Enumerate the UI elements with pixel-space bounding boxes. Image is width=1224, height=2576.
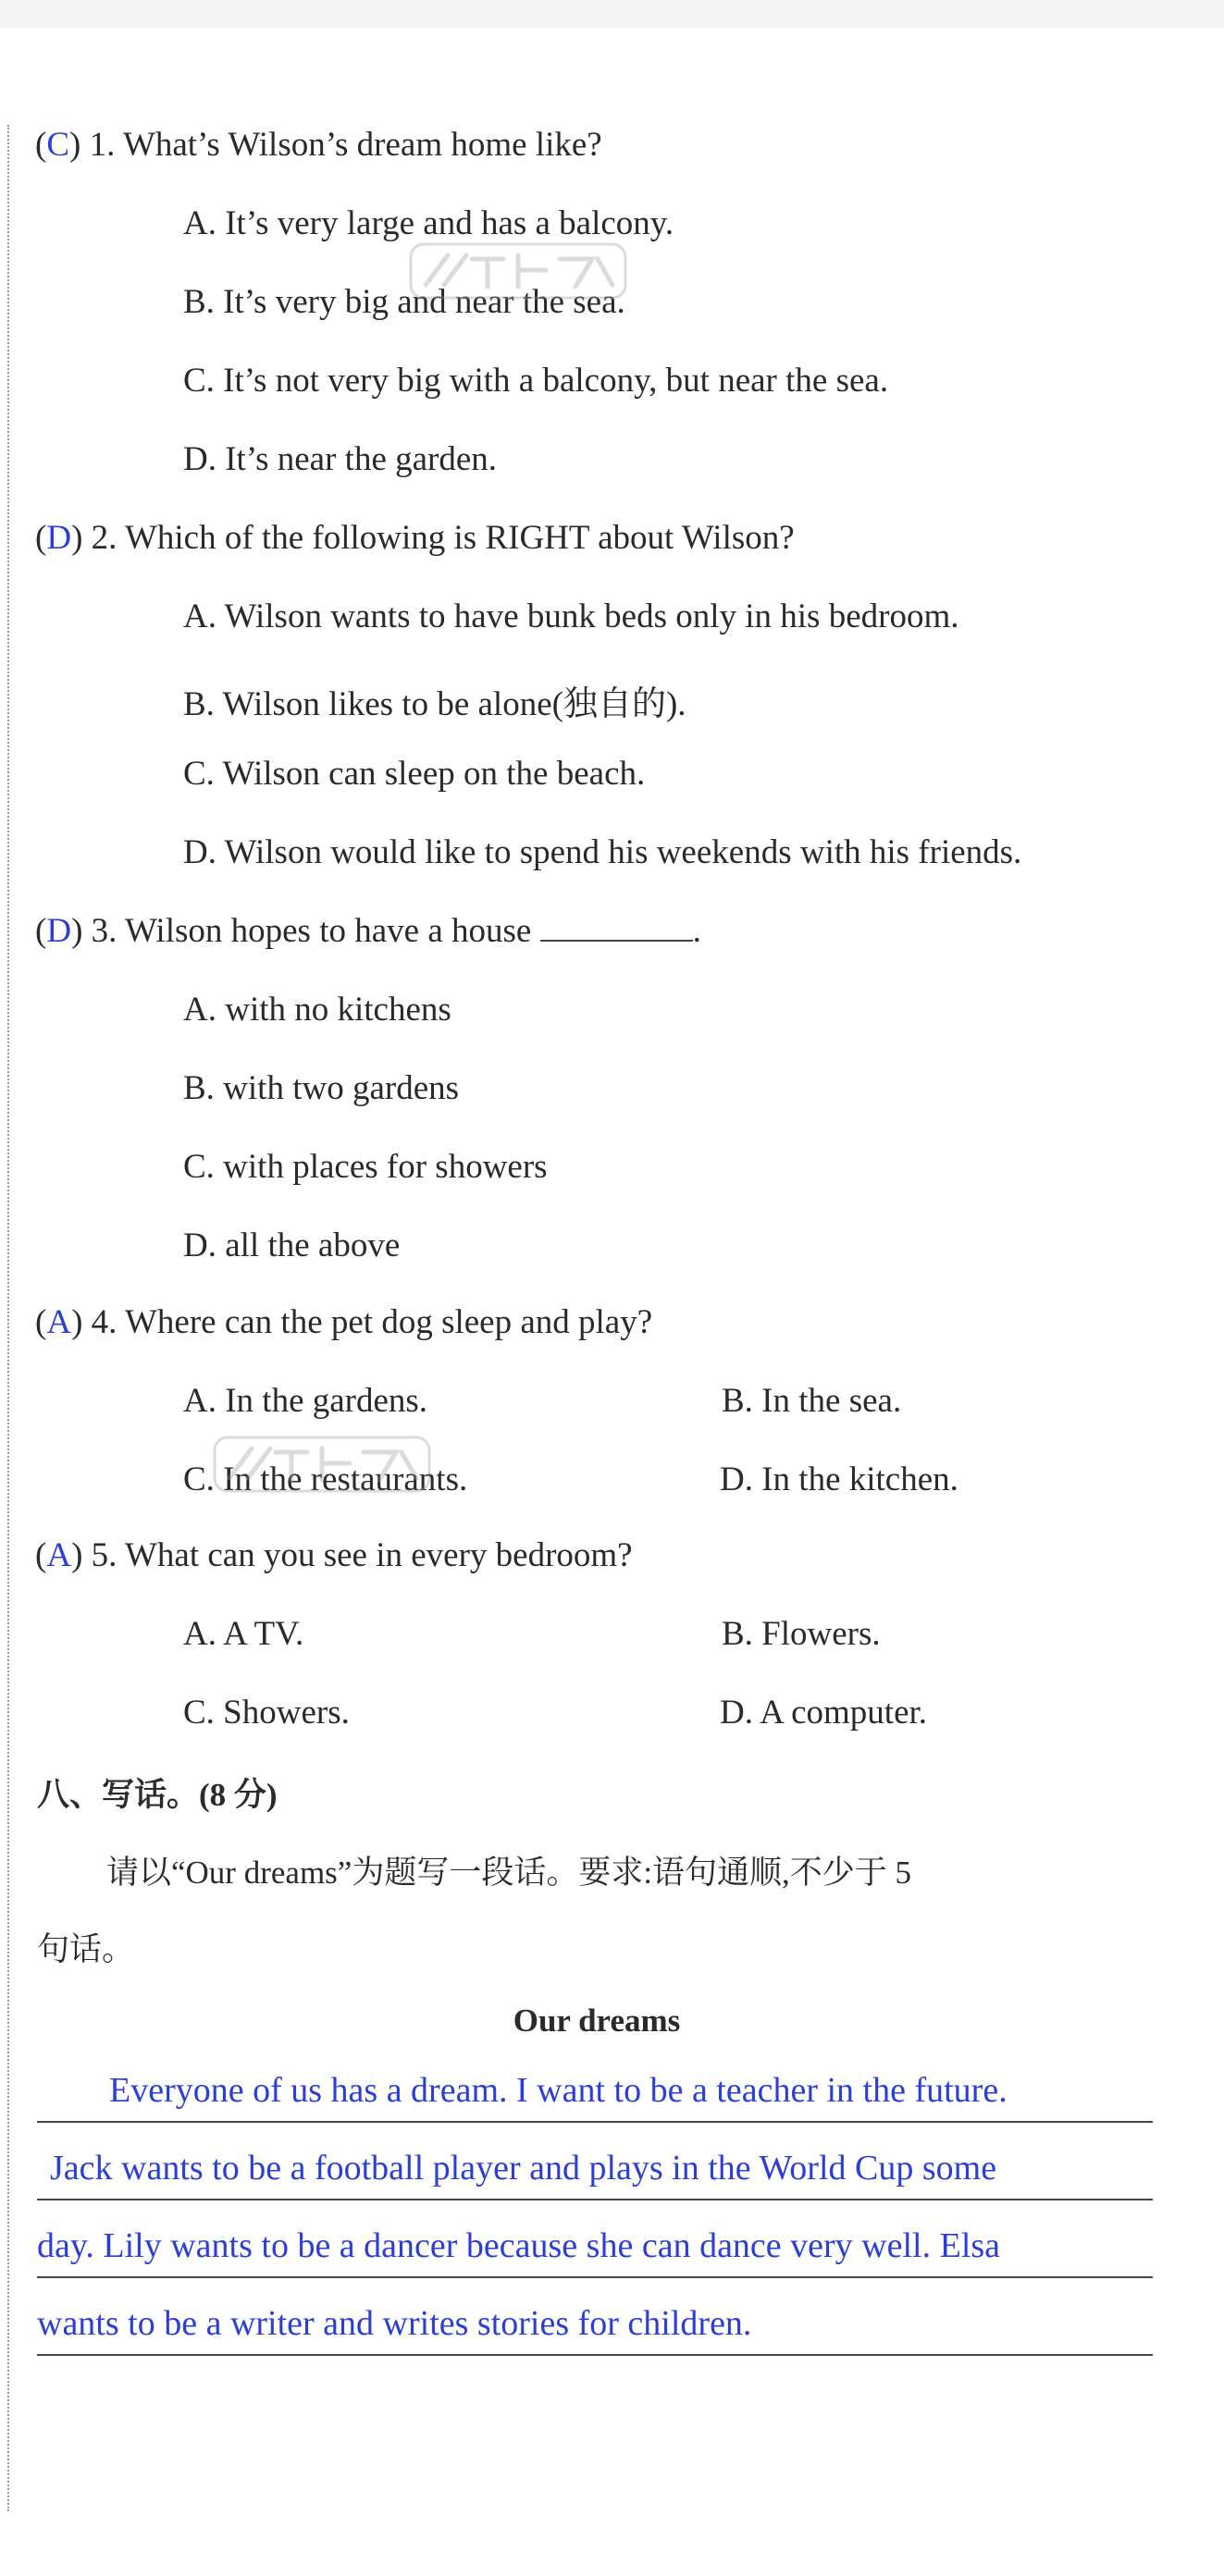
question-stem-end: . <box>692 912 701 950</box>
question-stem: Wilson hopes to have a house <box>124 912 532 950</box>
question-number: 2. <box>91 519 117 557</box>
question-1: (C) 1. What’s Wilson’s dream home like? <box>35 126 602 164</box>
writing-prompt-cont: 句话。 <box>37 1931 135 1967</box>
option: D. all the above <box>183 1226 401 1264</box>
option: B. with two gardens <box>183 1069 460 1107</box>
binding-dotted-line <box>7 125 9 2511</box>
option: D. It’s near the garden. <box>183 440 498 478</box>
option: B. Flowers. <box>722 1615 881 1653</box>
option: B. Wilson likes to be alone(独自的). <box>183 685 686 723</box>
question-stem: What’s Wilson’s dream home like? <box>122 126 602 164</box>
question-number: 3. <box>91 912 117 950</box>
essay-line: Everyone of us has a dream. I want to be a teacher in the future. <box>109 2071 1008 2110</box>
question-number: 5. <box>91 1536 117 1574</box>
answer-letter: A <box>46 1536 72 1574</box>
answer-letter: D <box>46 912 72 950</box>
essay-line: Jack wants to be a football player and plays in the World Cup some <box>50 2149 997 2188</box>
option: C. with places for showers <box>183 1148 548 1186</box>
essay-line: day. Lily wants to be a dancer because she can dance very well. Elsa <box>37 2226 1001 2265</box>
question-stem: What can you see in every bedroom? <box>124 1536 633 1574</box>
option: A. with no kitchens <box>183 991 451 1029</box>
page-top-band <box>0 0 1224 28</box>
essay-line: wants to be a writer and writes stories for children. <box>37 2304 752 2343</box>
essay-title: Our dreams <box>513 2003 681 2039</box>
question-stem: Which of the following is RIGHT about Wilson? <box>124 519 795 557</box>
watermark-logo <box>211 1432 433 1497</box>
option: B. In the sea. <box>722 1382 902 1420</box>
option: A. Wilson wants to have bunk beds only in his bedroom. <box>183 598 959 635</box>
question-3: (D) 3. Wilson hopes to have a house . <box>35 912 701 950</box>
watermark-logo <box>407 239 629 303</box>
writing-rule <box>37 2276 1153 2278</box>
option: B. It’s very big and near the sea. <box>183 283 625 321</box>
option: C. In the restaurants. <box>183 1461 468 1498</box>
option: A. A TV. <box>183 1615 304 1653</box>
writing-rule <box>37 2121 1153 2123</box>
writing-rule <box>37 2354 1153 2356</box>
fill-blank <box>540 912 693 942</box>
answer-letter: C <box>46 126 70 164</box>
option: A. In the gardens. <box>183 1382 428 1420</box>
question-number: 4. <box>91 1303 117 1341</box>
option: A. It’s very large and has a balcony. <box>183 204 674 242</box>
answer-letter: D <box>46 519 72 557</box>
option: C. Wilson can sleep on the beach. <box>183 755 646 793</box>
question-2: (D) 2. Which of the following is RIGHT about Wilson? <box>35 519 795 557</box>
option: D. Wilson would like to spend his weekends with his friends. <box>183 833 1022 871</box>
question-4: (A) 4. Where can the pet dog sleep and play? <box>35 1303 653 1341</box>
writing-rule <box>37 2199 1153 2200</box>
option: C. Showers. <box>183 1694 350 1732</box>
answer-letter: A <box>46 1303 72 1341</box>
option: C. It’s not very big with a balcony, but near the sea. <box>183 362 889 400</box>
writing-prompt: 请以“Our dreams”为题写一段话。要求:语句通顺,不少于 5 <box>106 1855 912 1891</box>
section-heading: 八、写话。(8 分) <box>37 1777 278 1813</box>
question-5: (A) 5. What can you see in every bedroom? <box>35 1536 633 1574</box>
option: D. In the kitchen. <box>720 1461 958 1498</box>
option: D. A computer. <box>720 1694 928 1732</box>
question-stem: Where can the pet dog sleep and play? <box>124 1303 653 1341</box>
question-number: 1. <box>89 126 116 164</box>
